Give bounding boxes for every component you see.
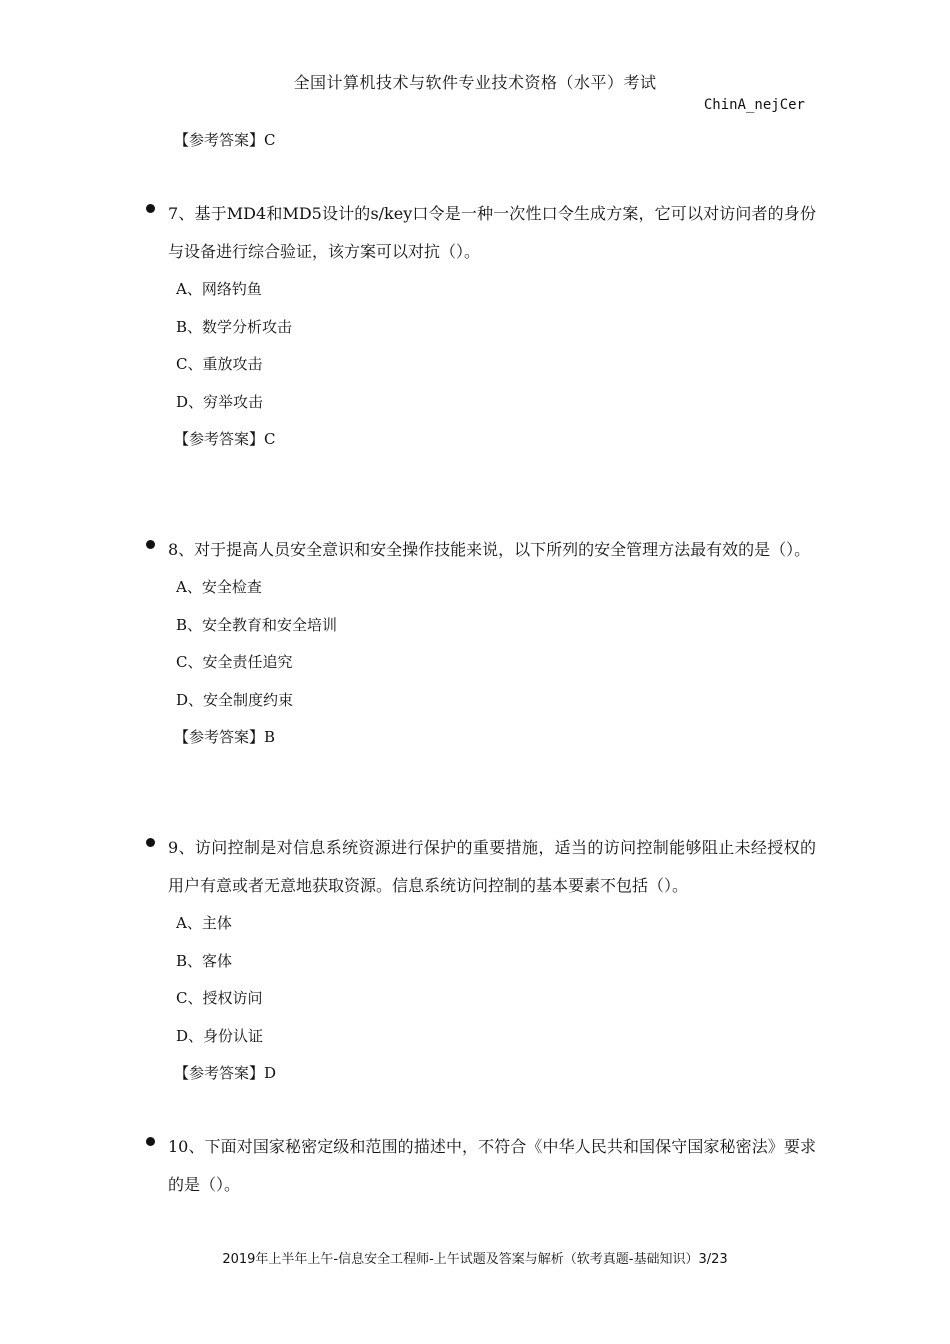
option-b: B、数学分析攻击 [176,317,293,336]
option-a: A、安全检查 [176,578,262,596]
option-list [176,905,816,1055]
question-9 [146,829,816,1093]
document-header-author: ChinA_nejCer [703,97,805,113]
question-stem: 8、对于提高人员安全意识和安全操作技能来说，以下所列的安全管理方法最有效的是（）。 [168,540,811,559]
answer-line: 【参考答案】B [174,728,276,746]
previous-question-answer: 【参考答案】C [174,131,276,149]
option-c: C、授权访问 [176,989,263,1007]
option-a: A、网络钓鱼 [176,280,262,298]
option-list [176,569,816,719]
option-c: C、重放攻击 [176,355,263,373]
bullet-icon [146,838,155,847]
option-b: B、安全教育和安全培训 [176,615,338,634]
question-10 [146,1128,816,1204]
option-d: D、身份认证 [176,1026,264,1045]
question-stem: 10、下面对国家秘密定级和范围的描述中，不符合《中华人民共和国保守国家秘密法》要求的是（）。 [168,1137,816,1194]
option-d: D、穷举攻击 [176,392,264,411]
option-b: B、客体 [176,951,233,970]
option-c: C、安全责任追究 [176,653,293,671]
option-a: A、主体 [176,914,232,932]
question-stem: 9、访问控制是对信息系统资源进行保护的重要措施，适当的访问控制能够阻止未经授权的用户有意或者无意地获取资源。信息系统访问控制的基本要素不包括（）。 [168,838,816,895]
option-d: D、安全制度约束 [176,690,294,709]
answer-line: 【参考答案】C [174,430,276,448]
bullet-icon [146,1137,155,1146]
bullet-icon [146,540,155,549]
document-header-title: 全国计算机技术与软件专业技术资格（水平）考试 [293,73,657,92]
page-footer: 2019年上半年上午-信息安全工程师-上午试题及答案与解析（软考真题-基础知识）3/23 [222,1252,728,1267]
answer-line: 【参考答案】D [174,1064,277,1082]
option-list [176,271,816,421]
question-stem: 7、基于MD4和MD5设计的s/key口令是一种一次性口令生成方案，它可以对访问者的身份与设备进行综合验证，该方案可以对抗（）。 [168,204,816,261]
question-8 [146,531,816,757]
question-7 [146,195,816,459]
bullet-icon [146,204,155,213]
